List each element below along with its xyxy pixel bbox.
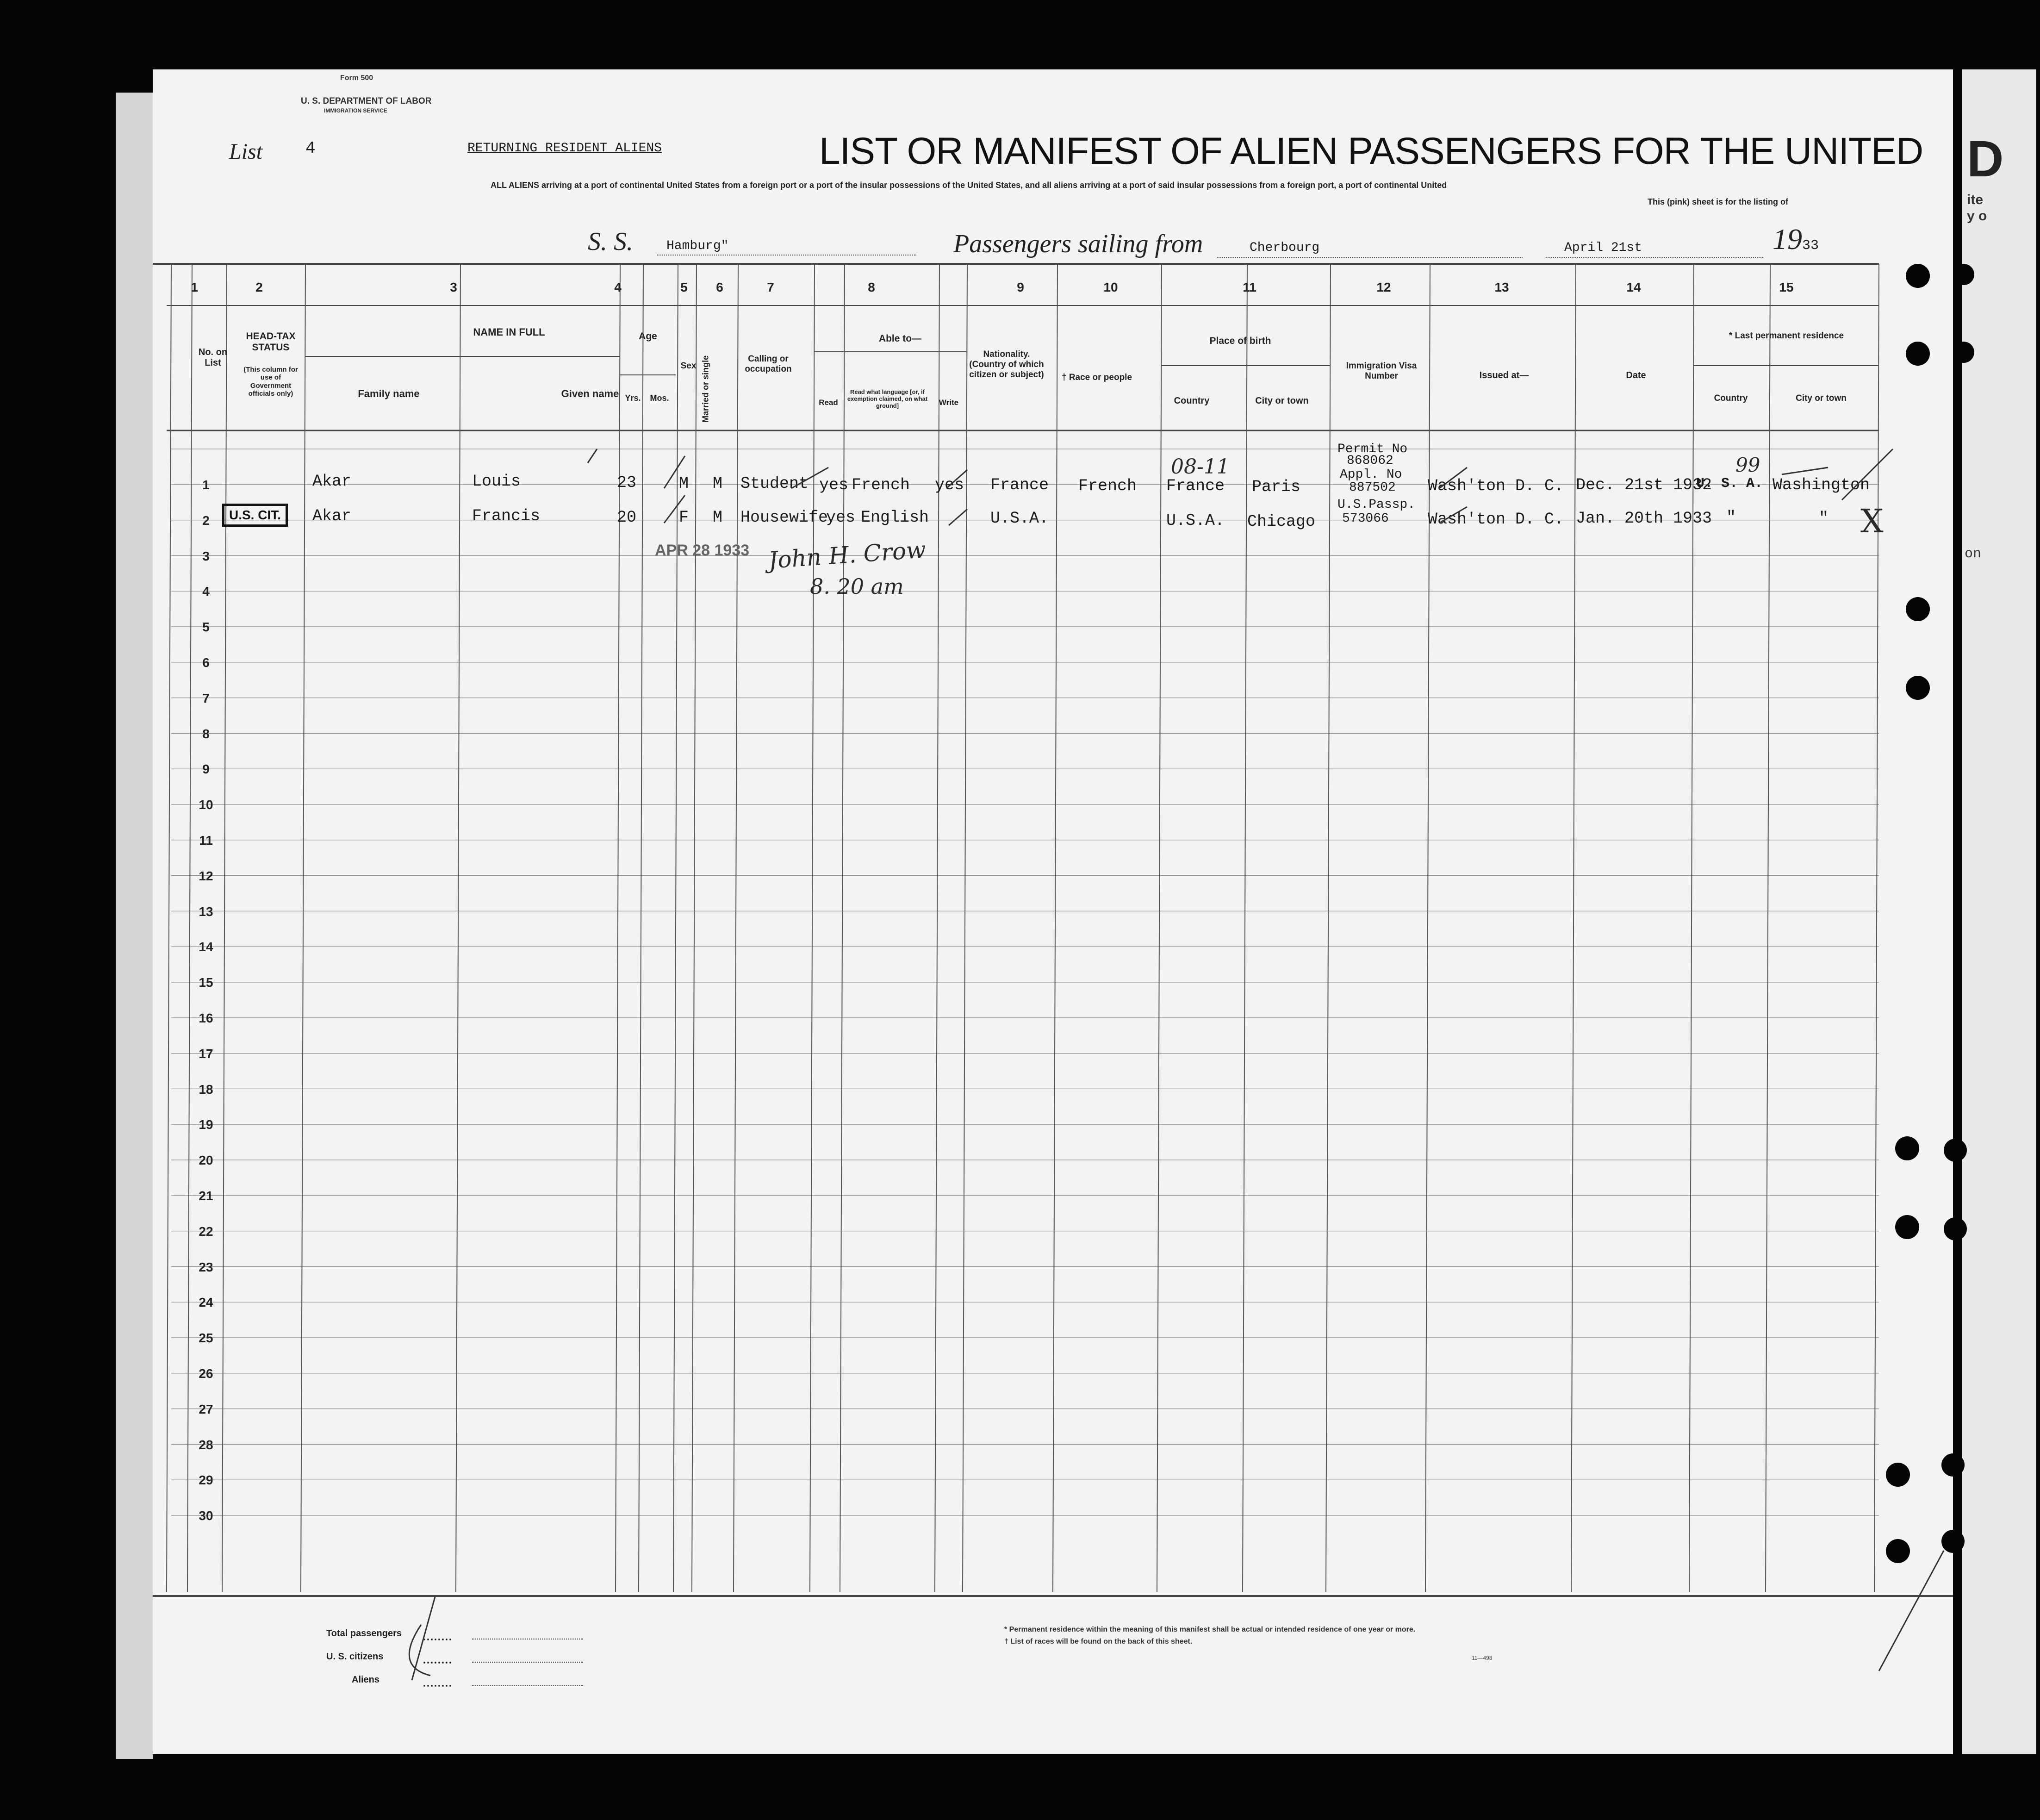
- pen-checkmark: [1439, 507, 1467, 523]
- header-issued-at: Issued at—: [1479, 370, 1529, 380]
- row-number: 14: [199, 940, 213, 954]
- row-x-mark: X: [1860, 502, 1884, 540]
- ss-label: S. S.: [588, 227, 633, 256]
- row-number: 25: [199, 1331, 213, 1346]
- row-number: 24: [199, 1295, 213, 1310]
- header-age: Age: [639, 331, 657, 342]
- row-number: 21: [199, 1189, 213, 1203]
- column-number: 1: [191, 280, 198, 294]
- passenger-family-name: Akar: [312, 507, 352, 525]
- passenger-issued-at: Wash'ton D. C.: [1428, 510, 1564, 529]
- row-number: 7: [202, 691, 210, 705]
- list-category: RETURNING RESIDENT ALIENS: [467, 141, 662, 156]
- column-number: 11: [1243, 280, 1256, 294]
- manifest-title: LIST OR MANIFEST OF ALIEN PASSENGERS FOR THE UNITED: [819, 130, 1923, 172]
- binder-hole: [1941, 1453, 1965, 1477]
- passenger-visa-line: Appl. No: [1340, 467, 1402, 482]
- passenger-birth-city: Chicago: [1247, 512, 1316, 531]
- row-number: 29: [199, 1473, 213, 1488]
- form-number: Form 500: [340, 74, 373, 82]
- next-page-edge: [1962, 69, 2036, 1754]
- row-number: 23: [199, 1259, 213, 1274]
- passenger-given-name: Louis: [472, 472, 521, 491]
- us-citizen-stamp: U.S. CIT.: [222, 504, 288, 527]
- passenger-visa-line: 887502: [1349, 480, 1396, 495]
- column-number: 4: [614, 280, 622, 294]
- header-married-or-single: Married or single: [701, 355, 710, 423]
- column-number: 3: [450, 280, 457, 294]
- pen-checkmark: [949, 509, 967, 525]
- passenger-married: M: [713, 474, 723, 493]
- column-number: 7: [767, 280, 774, 294]
- passenger-res-country: ": [1726, 508, 1736, 527]
- pen-checkmark: [1439, 467, 1467, 488]
- row-number: 28: [199, 1437, 213, 1452]
- passenger-nationality: France: [990, 476, 1049, 494]
- passenger-res-city: ": [1819, 509, 1829, 528]
- footer-note: * Permanent residence within the meaning of this manifest shall be actual or intended residence of one year or more.: [1004, 1626, 1416, 1633]
- pen-checkmark: [1879, 1551, 1944, 1671]
- passenger-res-city: Washington: [1773, 476, 1870, 494]
- column-number: 10: [1103, 280, 1118, 294]
- column-number: 5: [680, 280, 688, 294]
- passenger-visa-date: Dec. 21st 1932: [1576, 476, 1712, 494]
- header-visa-date: Date: [1626, 370, 1646, 380]
- passenger-birth-city: Paris: [1252, 478, 1301, 496]
- header-race: † Race or people: [1061, 373, 1132, 382]
- binder-hole: [1953, 264, 1974, 285]
- passenger-visa-line: 573066: [1342, 511, 1389, 526]
- footer-us-citizens: U. S. citizens: [326, 1652, 384, 1662]
- row-number: 15: [199, 975, 213, 990]
- pen-checkmark: [664, 456, 685, 488]
- row-number: 20: [199, 1153, 213, 1168]
- header-res-city: City or town: [1796, 393, 1847, 403]
- birth-code-note: 08-11: [1171, 455, 1230, 479]
- passenger-birth-country: U.S.A.: [1166, 511, 1225, 530]
- header-write: Write: [939, 398, 959, 407]
- header-yrs: Yrs.: [625, 393, 641, 403]
- passenger-visa-line: 868062: [1347, 454, 1393, 468]
- binder-hole: [1944, 1217, 1967, 1240]
- footer-aliens: Aliens: [352, 1675, 380, 1685]
- row-number: 1: [202, 478, 210, 492]
- department-name: U. S. DEPARTMENT OF LABOR: [301, 96, 432, 106]
- header-calling: Calling or occupation: [745, 354, 792, 374]
- passenger-occupation: Housewife: [740, 508, 828, 527]
- instruction-line: ALL ALIENS arriving at a port of continental United States from a foreign port or a port of the insular possessions of the United States, and all aliens arriving at a port of said insular possessions from a foreign port, a port of continental United: [491, 181, 1447, 190]
- binder-hole: [1906, 342, 1930, 366]
- row-number: 17: [199, 1046, 213, 1061]
- passenger-can-read: yes: [819, 476, 849, 494]
- passenger-given-name: Francis: [472, 507, 541, 525]
- instruction-line: This (pink) sheet is for the listing of: [1648, 197, 1789, 206]
- year-suffix: 33: [1802, 238, 1819, 254]
- header-res-country: Country: [1714, 393, 1748, 403]
- header-given-name: Given name: [561, 388, 619, 399]
- binder-hole: [1953, 342, 1974, 363]
- header-family-name: Family name: [358, 388, 420, 399]
- header-head-tax-note: (This column for use of Government officials only): [243, 366, 298, 398]
- year-prefix: 19: [1773, 223, 1802, 256]
- header-last-residence: * Last permanent residence: [1729, 331, 1844, 341]
- header-nationality: Nationality. (Country of which citizen or subject): [969, 349, 1044, 380]
- row-number: 26: [199, 1366, 213, 1381]
- header-no-on-list: No. on List: [198, 347, 228, 368]
- previous-page-edge: [116, 93, 153, 1759]
- next-page-text: y o: [1967, 208, 1987, 224]
- column-number: 6: [716, 280, 723, 294]
- passenger-age: 23: [617, 474, 637, 492]
- list-number: 4: [305, 139, 316, 158]
- footer-note: † List of races will be found on the back of this sheet.: [1004, 1638, 1193, 1645]
- residence-code-note: 99: [1735, 454, 1760, 476]
- passenger-can-read: yes: [826, 508, 856, 527]
- row-number: 9: [202, 762, 210, 777]
- column-number: 9: [1017, 280, 1024, 294]
- binder-hole: [1895, 1136, 1919, 1160]
- binder-hole: [1886, 1539, 1910, 1563]
- row-number: 19: [199, 1117, 213, 1132]
- arrival-date-stamp: APR 28 1933: [655, 542, 750, 559]
- pen-checkmark: [664, 495, 685, 523]
- manifest-sheet: [153, 69, 1953, 1754]
- passenger-age: 20: [617, 508, 637, 527]
- passenger-sex: M: [679, 474, 689, 493]
- header-birth-country: Country: [1174, 396, 1210, 406]
- passenger-family-name: Akar: [312, 472, 352, 491]
- passenger-res-country: U. S. A.: [1696, 476, 1763, 492]
- column-number: 13: [1494, 280, 1509, 294]
- sailing-date: April 21st: [1564, 241, 1642, 255]
- pen-checkmarks: [153, 69, 1953, 1754]
- row-number: 2: [202, 513, 210, 528]
- binder-hole: [1895, 1215, 1919, 1239]
- row-number: 3: [202, 548, 210, 563]
- column-number: 15: [1779, 280, 1794, 294]
- service-name: IMMIGRATION SERVICE: [324, 107, 387, 114]
- passenger-race: French: [1078, 477, 1137, 495]
- passenger-language: French: [852, 476, 910, 494]
- passenger-sex: F: [679, 508, 689, 527]
- passenger-visa-date: Jan. 20th 1933: [1576, 509, 1712, 528]
- row-number: 10: [199, 798, 213, 812]
- passenger-can-write: yes: [935, 476, 964, 494]
- binder-hole: [1886, 1463, 1910, 1487]
- passenger-issued-at: Wash'ton D. C.: [1428, 477, 1564, 495]
- passenger-occupation: Student: [740, 474, 809, 493]
- row-number: 18: [199, 1082, 213, 1097]
- row-number: 11: [199, 833, 213, 848]
- list-label: List: [229, 139, 263, 164]
- header-able-to: Able to—: [878, 333, 922, 344]
- binder-hole: [1906, 264, 1930, 288]
- footer-total-passengers: Total passengers: [326, 1628, 402, 1639]
- header-place-of-birth: Place of birth: [1209, 336, 1271, 346]
- header-sex: Sex: [680, 361, 697, 371]
- next-page-letter: D: [1967, 131, 2004, 187]
- passenger-language: English: [861, 508, 929, 527]
- header-mos: Mos.: [650, 393, 669, 403]
- binder-hole: [1906, 676, 1930, 700]
- column-number: 14: [1626, 280, 1641, 294]
- binder-hole: [1944, 1139, 1967, 1162]
- inspection-time: 8. 20 am: [810, 574, 904, 599]
- passenger-married: M: [713, 508, 723, 527]
- header-name-in-full: NAME IN FULL: [473, 326, 545, 338]
- column-number: 2: [255, 280, 263, 294]
- row-number: 5: [202, 620, 210, 635]
- pen-checkmark: [588, 449, 597, 463]
- row-number: 13: [199, 904, 213, 919]
- pen-checkmark: [1782, 467, 1828, 474]
- passenger-birth-country: France: [1166, 477, 1225, 495]
- passenger-nationality: U.S.A.: [990, 509, 1049, 528]
- row-number: 6: [202, 655, 210, 670]
- header-read-language: Read what language [or, if exemption claimed, on what ground]: [847, 388, 928, 409]
- header-head-tax: HEAD-TAX STATUS: [246, 331, 296, 353]
- row-number: 12: [199, 868, 213, 883]
- next-page-text: ite: [1967, 192, 1984, 207]
- pen-checkmark: [946, 470, 967, 488]
- header-birth-city: City or town: [1255, 396, 1309, 406]
- next-page-text: on: [1965, 546, 1982, 562]
- inspector-signature: John H. Crow: [767, 536, 927, 574]
- row-number: 4: [202, 584, 210, 599]
- binder-hole: [1941, 1530, 1965, 1553]
- binder-hole: [1906, 597, 1930, 621]
- column-number: 12: [1376, 280, 1391, 294]
- passenger-visa-line: Permit No: [1337, 442, 1408, 456]
- passenger-visa-line: U.S.Passp.: [1337, 498, 1416, 512]
- pen-checkmark: [791, 467, 828, 488]
- row-number: 27: [199, 1402, 213, 1416]
- column-number: 8: [868, 280, 875, 294]
- row-number: 22: [199, 1224, 213, 1239]
- pen-checkmark: [1842, 449, 1893, 500]
- print-code: 11—498: [1472, 1655, 1493, 1661]
- row-number: 8: [202, 726, 210, 741]
- header-visa-number: Immigration Visa Number: [1346, 361, 1417, 381]
- header-read: Read: [819, 398, 838, 407]
- ship-name: Hamburg": [666, 239, 729, 253]
- row-number: 30: [199, 1508, 213, 1523]
- row-number: 16: [199, 1011, 213, 1025]
- port-name: Cherbourg: [1250, 241, 1320, 255]
- sailing-label: Passengers sailing from: [953, 230, 1203, 258]
